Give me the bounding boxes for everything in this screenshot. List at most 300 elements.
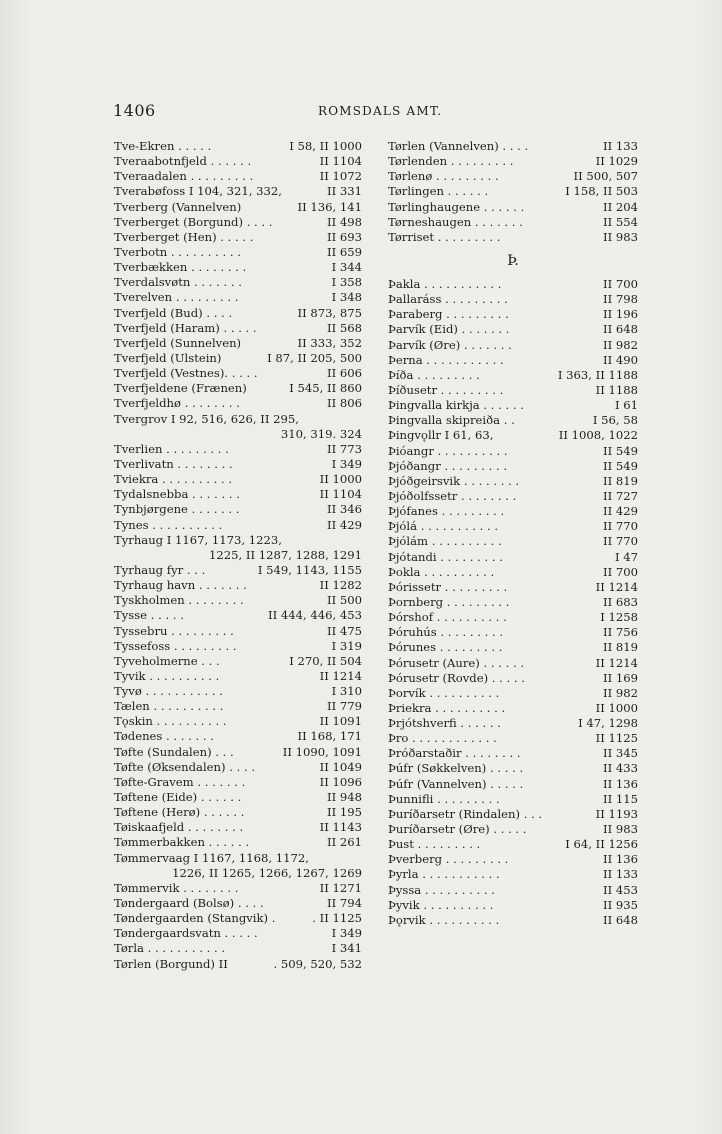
entry-name: Tyvø . . . . . . . . . . . (114, 684, 223, 699)
entry-name: Þingvalla skipreiða . . (388, 413, 515, 428)
entry-reference: II 168, 171 (297, 729, 362, 744)
entry-name: Þórissetr . . . . . . . . . (388, 579, 508, 594)
entry-reference: II 115 (603, 791, 638, 806)
entry-name: Þarvík (Øre) . . . . . . . (388, 337, 512, 352)
entry-reference: II 554 (603, 214, 638, 229)
index-entry (114, 926, 362, 941)
entry-reference: II 136 (603, 852, 638, 867)
index-entry (388, 701, 638, 716)
entry-name: Þjólá . . . . . . . . . . . (388, 519, 499, 534)
entry-name: Tverfjeld (Sunnelven) (114, 335, 242, 350)
index-entry (388, 504, 638, 519)
entry-name: Tverlivatn . . . . . . . . (114, 456, 233, 471)
entry-name: Þǫrvik . . . . . . . . . . (388, 912, 500, 927)
entry-name: Tydalsnebba . . . . . . . (114, 487, 240, 502)
index-entry (388, 230, 638, 245)
index-entry (114, 351, 362, 366)
entry-reference: I 348 (331, 290, 362, 305)
entry-name: Þallaráss . . . . . . . . . (388, 292, 508, 307)
entry-reference: II 500 (327, 593, 362, 608)
index-entry (388, 656, 638, 671)
entry-name: Tyssebru . . . . . . . . . (114, 623, 234, 638)
entry-name: Tyveholmerne . . . (114, 653, 220, 668)
index-column-right (388, 139, 638, 928)
entry-name: Þjótandi . . . . . . . . . (388, 549, 503, 564)
entry-reference: I 310 (331, 684, 362, 699)
index-entry (114, 396, 362, 411)
index-entry (114, 941, 362, 956)
entry-reference: II 136, 141 (297, 199, 362, 214)
entry-name: Tverbotn . . . . . . . . . . (114, 244, 241, 259)
entry-name: Tyrhaug fyr . . . (114, 562, 206, 577)
entry-name: Tøfte (Sundalen) . . . (114, 744, 234, 759)
entry-name: Tveraabotnfjeld . . . . . . (114, 154, 252, 169)
index-entry (114, 472, 362, 487)
running-title: ROMSDALS AMT. (318, 104, 443, 118)
index-entry (388, 867, 638, 882)
index-entry (388, 716, 638, 731)
index-entry (388, 580, 638, 595)
index-entry (388, 353, 638, 368)
entry-name: Þunnifli . . . . . . . . . (388, 791, 500, 806)
entry-reference: II 429 (603, 504, 638, 519)
index-entry (388, 322, 638, 337)
entry-reference: II 806 (327, 396, 362, 411)
entry-reference: II 1000 (595, 700, 638, 715)
index-entry (114, 593, 362, 608)
entry-reference: II 169 (603, 670, 638, 685)
index-entry (114, 851, 362, 866)
index-entry (388, 686, 638, 701)
entry-reference: II 727 (603, 488, 638, 503)
entry-reference: II 498 (327, 214, 362, 229)
index-entry (388, 200, 638, 215)
entry-name: Tverfjeld (Haram) . . . . . (114, 320, 257, 335)
entry-name: Tørla . . . . . . . . . . . (114, 941, 226, 956)
entry-reference: II 1271 (319, 880, 362, 895)
entry-reference: II 819 (603, 473, 638, 488)
entry-name: Þórshof . . . . . . . . . . (388, 610, 507, 625)
entry-reference: II 1282 (319, 578, 362, 593)
index-entry (388, 169, 638, 184)
index-entry (114, 427, 362, 442)
entry-reference: II 1125 (595, 731, 638, 746)
index-entry (114, 366, 362, 381)
index-entry (114, 260, 362, 275)
index-entry (114, 714, 362, 729)
index-entry (114, 230, 362, 245)
index-entry (388, 822, 638, 837)
entry-reference: I 349 (331, 926, 362, 941)
entry-name: Tyrhaug havn . . . . . . . (114, 578, 247, 593)
entry-reference: II 490 (603, 352, 638, 367)
entry-name: Þióangr . . . . . . . . . . (388, 443, 508, 458)
index-entry (388, 746, 638, 761)
index-entry (388, 761, 638, 776)
index-entry (114, 548, 362, 563)
index-entry (114, 290, 362, 305)
index-entry (388, 565, 638, 580)
index-entry (388, 595, 638, 610)
index-entry (388, 413, 638, 428)
entry-reference: II 935 (603, 897, 638, 912)
entry-name: Tverfjeld (Ulstein) (114, 350, 222, 365)
entry-name: Tverberg (Vannelven) (114, 199, 242, 214)
entry-name: Tynes . . . . . . . . . . (114, 517, 223, 532)
entry-name: Tverfjeld (Vestnes). . . . . (114, 366, 258, 381)
index-entry (388, 913, 638, 928)
entry-reference: II 568 (327, 320, 362, 335)
entry-reference: I 545, II 860 (289, 381, 362, 396)
entry-name: Tørlen (Borgund) II (114, 956, 228, 971)
page-header (113, 101, 633, 123)
entry-name: Þerna . . . . . . . . . . . (388, 352, 504, 367)
entry-name: Þúfr (Vannelven) . . . . . (388, 776, 524, 791)
entry-name: Þúfr (Søkkelven) . . . . . (388, 761, 524, 776)
entry-name: Tælen . . . . . . . . . . (114, 699, 224, 714)
index-entry (114, 624, 362, 639)
entry-reference: II 948 (327, 790, 362, 805)
index-entry (114, 321, 362, 336)
index-entry (114, 139, 362, 154)
entry-reference: II 1104 (319, 487, 362, 502)
entry-name: Tørlenden . . . . . . . . . (388, 154, 514, 169)
entry-name: Þyssa . . . . . . . . . . (388, 882, 495, 897)
index-entry (114, 169, 362, 184)
entry-reference: II 1090, 1091 (282, 744, 362, 759)
entry-reference: I 1258 (600, 610, 638, 625)
entry-name: Þjófanes . . . . . . . . . (388, 504, 505, 519)
entry-reference: I 341 (331, 941, 362, 956)
entry-reference: II 453 (603, 882, 638, 897)
entry-reference: II 700 (603, 564, 638, 579)
entry-reference: II 819 (603, 640, 638, 655)
index-entry (114, 245, 362, 260)
entry-name: Þuríðarsetr (Øre) . . . . . (388, 822, 527, 837)
entry-name: Þrjótshverfi . . . . . . (388, 716, 501, 731)
index-entry (114, 820, 362, 835)
index-entry (114, 533, 362, 548)
index-entry (114, 729, 362, 744)
entry-name: Þjóðolfssetr . . . . . . . . (388, 488, 517, 503)
entry-name: Þriekra . . . . . . . . . . (388, 700, 506, 715)
index-entry (114, 457, 362, 472)
index-entry (388, 883, 638, 898)
entry-name: Tørlenø . . . . . . . . . (388, 169, 499, 184)
entry-reference: II 756 (603, 625, 638, 640)
index-entry (114, 866, 362, 881)
entry-name: Tverelven . . . . . . . . . (114, 290, 239, 305)
entry-reference: II 261 (327, 835, 362, 850)
entry-name: Tørlinghaugene . . . . . . (388, 199, 525, 214)
entry-name: Tøfte-Gravem . . . . . . . (114, 774, 246, 789)
entry-name: Tynbjørgene . . . . . . . (114, 502, 240, 517)
entry-name: Tømmervik . . . . . . . . (114, 880, 239, 895)
entry-reference: II 873, 875 (297, 305, 362, 320)
index-entry (388, 731, 638, 746)
entry-name: Tve-Ekren . . . . . (114, 139, 212, 153)
entry-name: Tyskholmen . . . . . . . . (114, 593, 244, 608)
entry-reference: II 648 (603, 912, 638, 927)
entry-name: Tømmervaag I 1167, 1168, 1172, (114, 850, 309, 865)
index-entry (388, 215, 638, 230)
index-entry (388, 292, 638, 307)
entry-reference: II 196 (603, 307, 638, 322)
entry-name: Þornberg . . . . . . . . . (388, 594, 510, 609)
entry-reference: II 500, 507 (573, 169, 638, 184)
index-entry (114, 381, 362, 396)
index-entry (388, 474, 638, 489)
entry-reference: II 204 (603, 199, 638, 214)
entry-reference: I 47, 1298 (578, 716, 638, 731)
index-entry (388, 550, 638, 565)
entry-name: Þyrla . . . . . . . . . . . (388, 867, 500, 882)
entry-name: Tømmerbakken . . . . . . (114, 835, 250, 850)
entry-reference: II 779 (327, 699, 362, 714)
index-entry (388, 489, 638, 504)
entry-name: Þíðusetr . . . . . . . . . (388, 382, 504, 397)
entry-reference: II 549 (603, 443, 638, 458)
index-entry (388, 837, 638, 852)
entry-reference: II 1000 (319, 472, 362, 487)
entry-reference: II 1214 (319, 668, 362, 683)
entry-reference: II 549 (603, 458, 638, 473)
index-entry (114, 336, 362, 351)
entry-name: Tverbækken . . . . . . . . (114, 260, 247, 275)
index-entry (388, 792, 638, 807)
entry-reference: I 349 (331, 456, 362, 471)
entry-name: Tyssefoss . . . . . . . . . (114, 638, 237, 653)
entry-name: Tøiskaafjeld . . . . . . . . (114, 820, 244, 835)
entry-reference: II 1104 (319, 154, 362, 169)
entry-name: Tverfjeldhø . . . . . . . . (114, 396, 240, 411)
entry-name: Tyrhaug I 1167, 1173, 1223, (114, 532, 282, 547)
entry-reference: II 1096 (319, 774, 362, 789)
index-group-t (388, 139, 638, 245)
index-entry (114, 518, 362, 533)
entry-reference: II 195 (327, 805, 362, 820)
entry-reference: II 444, 446, 453 (268, 608, 362, 623)
index-entry (388, 277, 638, 292)
entry-reference: I 61 (614, 398, 638, 413)
index-entry (114, 275, 362, 290)
entry-reference: II 136 (603, 776, 638, 791)
entry-name: Tverberget (Hen) . . . . . (114, 229, 254, 244)
entry-name: Þórusetr (Aure) . . . . . . (388, 655, 525, 670)
entry-name: Þuríðarsetr (Rindalen) . . . (388, 806, 543, 821)
index-entry (114, 608, 362, 623)
index-entry (114, 699, 362, 714)
entry-name: Þjólám . . . . . . . . . . (388, 534, 502, 549)
index-entry (388, 898, 638, 913)
section-letter-thorn: Þ. (507, 252, 519, 269)
entry-name: Þórusetr (Rovde) . . . . . (388, 670, 525, 685)
index-entry (114, 654, 362, 669)
entry-name: Þóruhús . . . . . . . . . (388, 625, 504, 640)
index-entry (388, 777, 638, 792)
index-entry (114, 154, 362, 169)
entry-reference: I 158, II 503 (565, 184, 638, 199)
entry-name: Þokla . . . . . . . . . . (388, 564, 495, 579)
entry-name: Tyvik . . . . . . . . . . (114, 668, 220, 683)
entry-name: Tvergrov I 92, 516, 626, II 295, (114, 411, 299, 426)
index-entry (114, 578, 362, 593)
entry-name: Tǫskin . . . . . . . . . . (114, 714, 227, 729)
entry-name: Þverberg . . . . . . . . . (388, 852, 509, 867)
page-number: 1406 (113, 101, 156, 120)
entry-name: Þyvik . . . . . . . . . . (388, 897, 494, 912)
entry-name: Þórunes . . . . . . . . . (388, 640, 503, 655)
entry-reference: II 773 (327, 441, 362, 456)
entry-name: Tøftene (Herø) . . . . . . (114, 805, 245, 820)
index-entry (114, 745, 362, 760)
index-entry (388, 398, 638, 413)
entry-reference: II 1091 (319, 714, 362, 729)
index-entry (388, 338, 638, 353)
index-entry (114, 881, 362, 896)
entry-name: Tverdalsvøtn . . . . . . . (114, 275, 242, 290)
entry-reference: I 549, 1143, 1155 (257, 562, 362, 577)
index-group-thorn (388, 277, 638, 928)
entry-reference: 1226, II 1265, 1266, 1267, 1269 (172, 865, 362, 880)
index-entry (114, 957, 362, 972)
entry-reference: I 270, II 504 (289, 653, 362, 668)
entry-name: Þust . . . . . . . . . (388, 837, 481, 852)
entry-reference: II 346 (327, 502, 362, 517)
index-entry (114, 412, 362, 427)
entry-reference: II 133 (603, 867, 638, 882)
entry-name: Þro . . . . . . . . . . . . (388, 731, 497, 746)
index-entry (114, 639, 362, 654)
entry-reference: II 1193 (595, 806, 638, 821)
index-entry (388, 610, 638, 625)
index-entry (388, 444, 638, 459)
entry-name: Tøndergaarden (Stangvik) . (114, 911, 276, 926)
entry-reference: II 433 (603, 761, 638, 776)
entry-name: Þorvík . . . . . . . . . . (388, 685, 500, 700)
entry-name: Tørlen (Vannelven) . . . . (388, 139, 529, 153)
entry-name: Þakla . . . . . . . . . . . (388, 276, 502, 291)
entry-name: Tverlien . . . . . . . . . (114, 441, 229, 456)
entry-name: Tørlingen . . . . . . (388, 184, 489, 199)
index-entry (388, 428, 638, 443)
index-entry (388, 852, 638, 867)
entry-reference: II 659 (327, 244, 362, 259)
entry-name: Tverfjeldene (Frænen) (114, 381, 247, 396)
entry-reference: II 1049 (319, 759, 362, 774)
entry-name: Þjóðgeirsvik . . . . . . . . (388, 473, 520, 488)
entry-reference: . II 1125 (312, 911, 362, 926)
entry-name: Tviekra . . . . . . . . . . (114, 472, 233, 487)
index-entry (388, 534, 638, 549)
entry-name: Þaraberg . . . . . . . . . (388, 307, 509, 322)
index-entry (114, 775, 362, 790)
entry-reference: II 693 (327, 229, 362, 244)
entry-reference: II 983 (603, 229, 638, 244)
entry-reference: II 648 (603, 322, 638, 337)
entry-reference: II 1008, 1022 (558, 428, 638, 443)
index-entry (114, 306, 362, 321)
entry-name: Þíða . . . . . . . . . (388, 367, 480, 382)
index-entry (114, 184, 362, 199)
entry-reference: II 770 (603, 534, 638, 549)
entry-reference: II 1143 (319, 820, 362, 835)
entry-reference: II 345 (603, 746, 638, 761)
entry-reference: II 683 (603, 594, 638, 609)
entry-name: Tøndergaardsvatn . . . . . (114, 926, 258, 941)
entry-reference: II 1072 (319, 169, 362, 184)
entry-reference: II 331 (327, 184, 362, 199)
entry-reference: II 770 (603, 519, 638, 534)
entry-reference: II 333, 352 (297, 335, 362, 350)
entry-name: Þingvǫllr I 61, 63, (388, 428, 494, 443)
index-entry (388, 139, 638, 154)
entry-reference: II 982 (603, 337, 638, 352)
entry-reference: II 1188 (595, 382, 638, 397)
index-entry (114, 760, 362, 775)
entry-name: Tverberget (Borgund) . . . . (114, 214, 273, 229)
index-entry (114, 835, 362, 850)
index-entry (388, 671, 638, 686)
entry-reference: II 982 (603, 685, 638, 700)
index-column-left (114, 139, 362, 972)
index-entry (114, 911, 362, 926)
entry-name: Tørneshaugen . . . . . . . (388, 214, 523, 229)
index-entry (114, 215, 362, 230)
entry-reference: I 358 (331, 275, 362, 290)
index-entry (388, 383, 638, 398)
entry-reference: II 606 (327, 366, 362, 381)
entry-reference: II 700 (603, 276, 638, 291)
index-entry (114, 684, 362, 699)
index-entry (114, 200, 362, 215)
entry-reference: II 133 (603, 139, 638, 153)
entry-reference: I 319 (331, 638, 362, 653)
index-entry (114, 896, 362, 911)
index-entry (388, 640, 638, 655)
entry-name: Þarvík (Eid) . . . . . . . (388, 322, 510, 337)
index-entry (388, 807, 638, 822)
entry-reference: I 64, II 1256 (565, 837, 638, 852)
entry-reference: I 87, II 205, 500 (267, 350, 362, 365)
entry-reference: I 363, II 1188 (557, 367, 638, 382)
entry-reference: II 1214 (595, 579, 638, 594)
entry-name: Þjóðangr . . . . . . . . . (388, 458, 508, 473)
index-entry (388, 307, 638, 322)
entry-name: Tveraadalen . . . . . . . . . (114, 169, 254, 184)
entry-reference: II 1029 (595, 154, 638, 169)
index-entry (388, 459, 638, 474)
index-entry (388, 154, 638, 169)
entry-name: Þingvalla kirkja . . . . . . (388, 398, 524, 413)
index-entry (114, 563, 362, 578)
entry-reference: I 58, II 1000 (289, 139, 362, 153)
entry-reference: II 1214 (595, 655, 638, 670)
entry-reference: I 56, 58 (592, 413, 638, 428)
index-entry (388, 519, 638, 534)
index-entry (388, 368, 638, 383)
entry-name: Tverfjeld (Bud) . . . . (114, 305, 233, 320)
entry-name: Tøfte (Øksendalen) . . . . (114, 759, 256, 774)
entry-name: Tørriset . . . . . . . . . (388, 229, 501, 244)
entry-name: Tøndergaard (Bolsø) . . . . (114, 896, 264, 911)
entry-reference: II 429 (327, 517, 362, 532)
index-entry (114, 487, 362, 502)
entry-name: Tødenes . . . . . . . (114, 729, 214, 744)
index-entry (388, 184, 638, 199)
index-entry (388, 625, 638, 640)
index-entry (114, 790, 362, 805)
